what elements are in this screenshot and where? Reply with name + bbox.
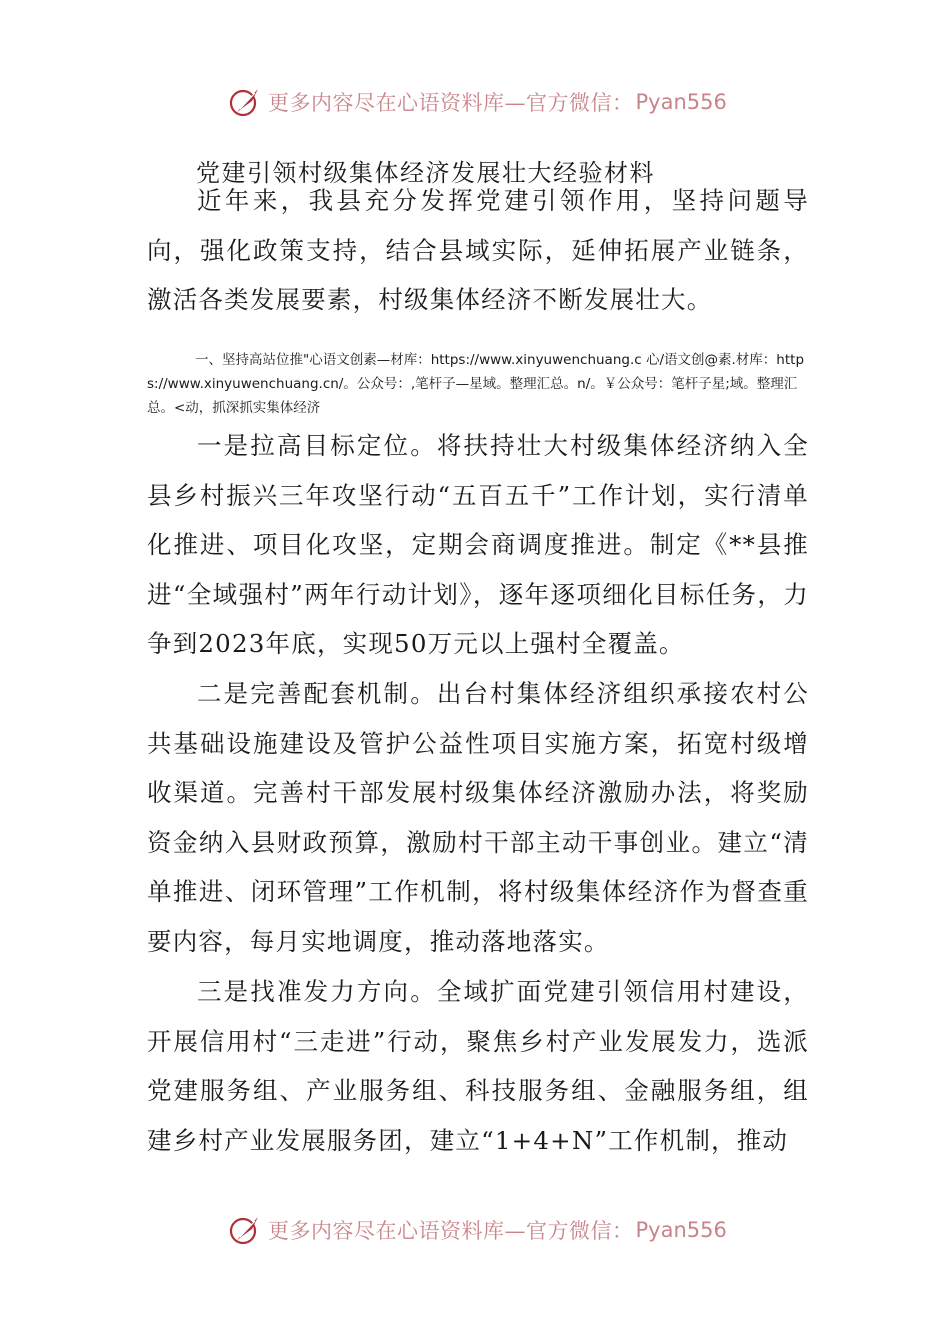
banner-text: 更多内容尽在心语资料库—官方微信： xyxy=(268,91,634,115)
quill-logo-icon xyxy=(228,85,262,119)
paragraph-2: 二是完善配套机制。出台村集体经济组织承接农村公共基础设施建设及管护公益性项目实施方案，拓宽村级增收渠道。完善村干部发展村级集体经济激励办法，将奖励资金纳入县财政预算，激励村干部主动干事创业。建立“清单推进、闭环管理”工作机制，将村级集体经济作为督查重要内容，每月实地调度，推动落地落实。 xyxy=(147,679,809,956)
banner-wechat-id: Pyan556 xyxy=(635,90,727,114)
header-watermark-banner xyxy=(228,80,748,124)
banner-text: 更多内容尽在心语资料库—官方微信： xyxy=(268,1219,634,1243)
intro-paragraph: 近年来，我县充分发挥党建引领作用，坚持问题导向，强化政策支持，结合县域实际，延伸拓展产业链条，激活各类发展要素，村级集体经济不断发展壮大。 xyxy=(147,186,809,314)
paragraph-3: 三是找准发力方向。全域扩面党建引领信用村建设，开展信用村“三走进”行动，聚焦乡村产业发展发力，选派党建服务组、产业服务组、科技服务组、金融服务组，组建乡村产业发展服务团，建立“1+4+N”工作机制，推动 xyxy=(147,977,809,1155)
banner-wechat-id: Pyan556 xyxy=(635,1218,727,1242)
paragraph-1: 一是拉高目标定位。将扶持壮大村级集体经济纳入全县乡村振兴三年攻坚行动“五百五千”工作计划，实行清单化推进、项目化攻坚，定期会商调度推进。制定《**县推进“全域强村”两年行动计划》，逐年逐项细化目标任务，力争到2023年底，实现50万元以上强村全覆盖。 xyxy=(147,431,809,658)
document-title: 党建引领村级集体经济发展壮大经验材料 xyxy=(196,159,655,187)
section-heading: 一、坚持高站位推"心语文创素—材库：https://www.xinyuwenchuang.c 心/语文创@素.材库：https://www.xinyuwenchuang.cn/。公众号：,笔杆子—星域。整理汇总。n/。￥公众号：笔杆子星;域。整理汇总。<动，抓深抓实集体经济 xyxy=(147,352,805,416)
quill-logo-icon xyxy=(228,1213,262,1247)
footer-watermark-banner xyxy=(228,1208,748,1252)
